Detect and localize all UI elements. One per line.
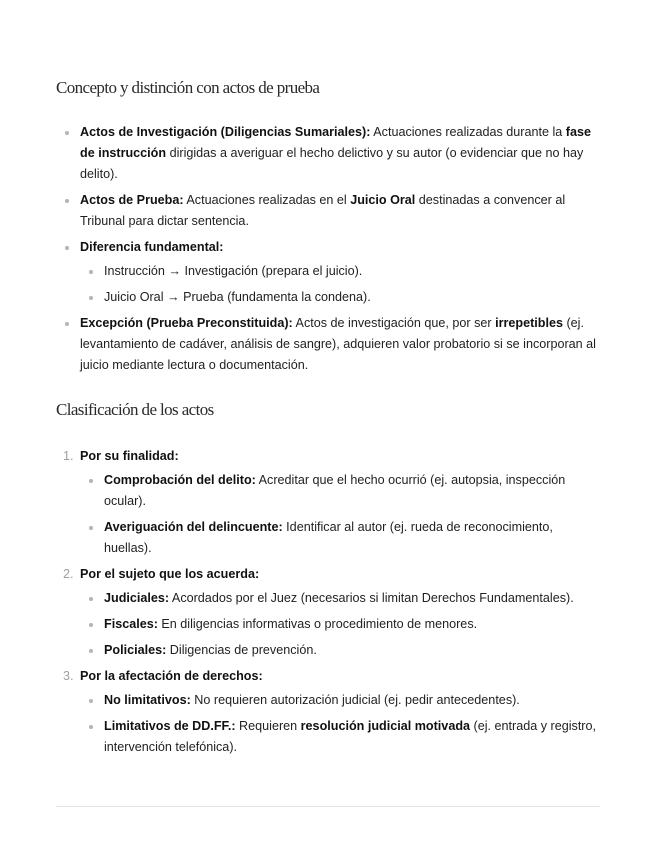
category-label: Por el sujeto que los acuerda: xyxy=(80,567,260,581)
sublist-item xyxy=(80,261,600,282)
bullet-icon xyxy=(65,322,69,326)
term: Fiscales: xyxy=(104,617,158,631)
bullet-icon xyxy=(89,597,93,601)
section-heading-clasificacion: Clasificación de los actos xyxy=(56,400,214,419)
bullet-icon xyxy=(89,296,93,300)
bullet-icon xyxy=(89,479,93,483)
term-actos-investigacion: Actos de Investigación (Diligencias Sumariales): xyxy=(80,125,371,139)
item-text: (ej. entrada y registro, intervención telefónica). xyxy=(104,719,597,754)
item-text: Actuaciones realizadas durante la xyxy=(370,125,566,139)
sublist-item xyxy=(80,470,600,512)
section-heading-concepto: Concepto y distinción con actos de prueba xyxy=(56,78,320,97)
item-text: Diligencias de prevención. xyxy=(166,643,317,657)
term-actos-prueba: Actos de Prueba: xyxy=(80,193,184,207)
divider xyxy=(56,806,600,807)
item-text: (ej. levantamiento de cadáver, análisis de sangre), adquieren valor probatorio si se incorporan al juicio mediante lectura o documentación. xyxy=(80,316,596,372)
sublist-item xyxy=(80,588,600,609)
term-irrepetibles: irrepetibles xyxy=(495,316,563,330)
bullet-icon xyxy=(65,131,69,135)
sublist-item xyxy=(80,287,600,308)
bullet-icon xyxy=(89,649,93,653)
item-text: No requieren autorización judicial (ej. pedir antecedentes). xyxy=(190,693,520,707)
finalidad-sublist xyxy=(80,470,600,559)
bullet-icon xyxy=(89,725,93,729)
item-text: destinadas a convencer al Tribunal para dictar sentencia. xyxy=(80,193,566,228)
list-item-diferencia xyxy=(56,237,600,308)
numbered-item-afectacion xyxy=(56,666,600,758)
item-text: Actos de investigación que, por ser xyxy=(292,316,496,330)
item-text: Acreditar que el hecho ocurrió (ej. autopsia, inspección ocular). xyxy=(104,473,566,508)
item-text: Instrucción → Investigación (prepara el juicio). xyxy=(104,264,363,278)
term: Judiciales: xyxy=(104,591,170,605)
list-number: 1. xyxy=(63,449,74,463)
list-number: 3. xyxy=(63,669,74,683)
term: Limitativos de DD.FF.: xyxy=(104,719,236,733)
term-excepcion: Excepción (Prueba Preconstituida): xyxy=(80,316,293,330)
afectacion-sublist xyxy=(80,690,600,758)
term-diferencia-fundamental: Diferencia fundamental: xyxy=(80,240,224,254)
term: Comprobación del delito: xyxy=(104,473,256,487)
bullet-icon xyxy=(65,199,69,203)
item-text: Actuaciones realizadas en el xyxy=(183,193,351,207)
item-text: Acordados por el Juez (necesarios si limitan Derechos Fundamentales). xyxy=(169,591,574,605)
bullet-icon xyxy=(89,270,93,274)
clasificacion-list xyxy=(56,446,600,763)
item-text: Requieren xyxy=(235,719,301,733)
list-item-excepcion xyxy=(56,313,600,376)
item-text: En diligencias informativas o procedimiento de menores. xyxy=(157,617,478,631)
item-text: Identificar al autor (ej. rueda de reconocimiento, huellas). xyxy=(104,520,553,555)
bullet-icon xyxy=(89,699,93,703)
sublist-item xyxy=(80,517,600,559)
category-label: Por su finalidad: xyxy=(80,449,179,463)
sujeto-sublist xyxy=(80,588,600,661)
bullet-icon xyxy=(89,526,93,530)
diferencia-sublist xyxy=(80,261,600,308)
term: No limitativos: xyxy=(104,693,191,707)
sublist-item xyxy=(80,640,600,661)
bullet-icon xyxy=(65,246,69,250)
sublist-item xyxy=(80,614,600,635)
bullet-icon xyxy=(89,623,93,627)
item-text: dirigidas a averiguar el hecho delictivo y su autor (o evidenciar que no hay delito). xyxy=(80,146,584,181)
item-text: Juicio Oral → Prueba (fundamenta la condena). xyxy=(104,290,371,304)
list-item-actos-investigacion xyxy=(56,122,600,185)
term-resolucion-judicial: resolución judicial motivada xyxy=(300,719,471,733)
term: Policiales: xyxy=(104,643,167,657)
sublist-item xyxy=(80,690,600,711)
numbered-item-sujeto xyxy=(56,564,600,661)
list-number: 2. xyxy=(63,567,74,581)
list-item-actos-prueba xyxy=(56,190,600,232)
numbered-item-finalidad xyxy=(56,446,600,559)
concepto-list xyxy=(56,122,600,381)
term-fase-instruccion: fase de instrucción xyxy=(80,125,591,160)
sublist-item xyxy=(80,716,600,758)
term: Averiguación del delincuente: xyxy=(104,520,283,534)
category-label: Por la afectación de derechos: xyxy=(80,669,263,683)
term-juicio-oral: Juicio Oral xyxy=(350,193,416,207)
